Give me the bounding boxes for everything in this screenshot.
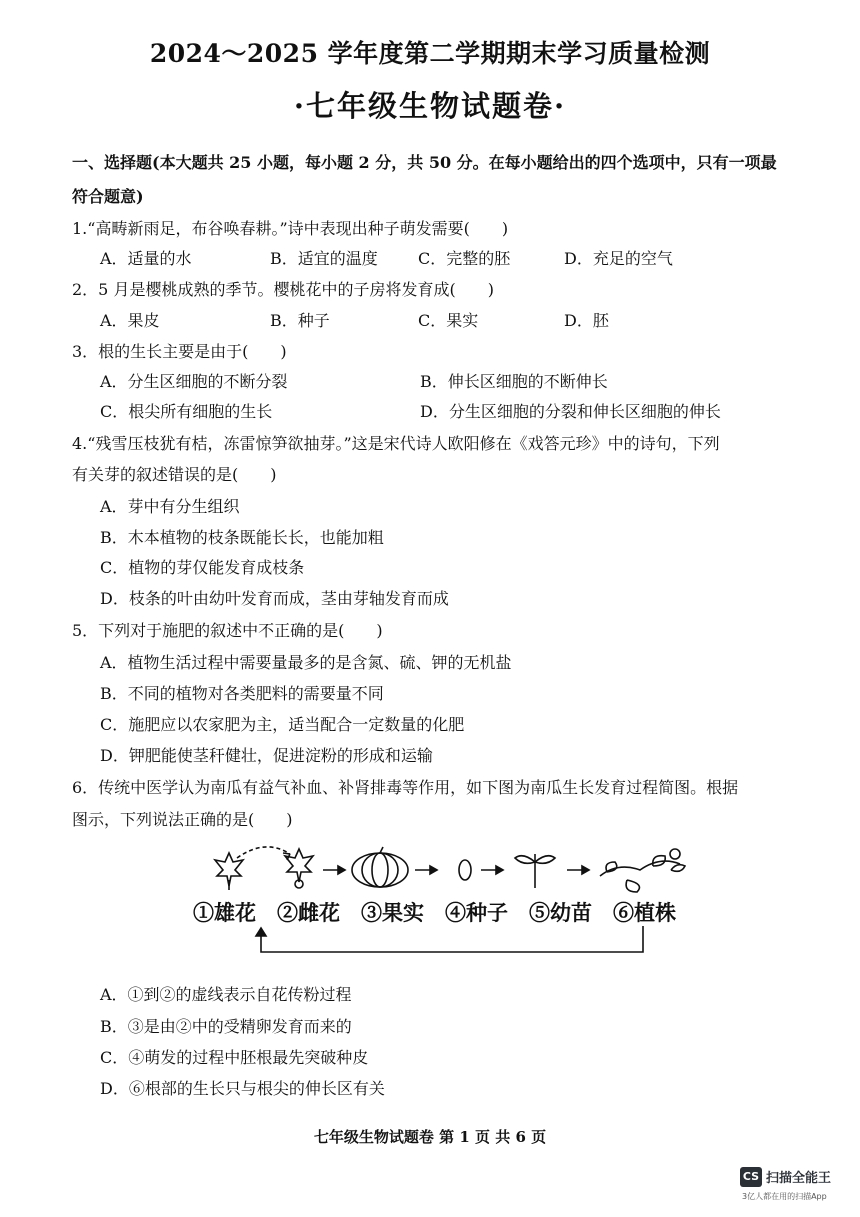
- pollination-dashed-arc: [237, 847, 290, 858]
- question-2-stem: 2．5 月是樱桃成熟的季节。樱桃花中的子房将发育成( ): [72, 280, 494, 299]
- cycle-return-arrow: [261, 926, 643, 952]
- male-flower-icon: [215, 853, 243, 890]
- seed-icon: [459, 860, 471, 880]
- figure-label-female-flower: ②雌花: [277, 900, 340, 925]
- camscanner-logo-icon: CS: [740, 1167, 762, 1187]
- question-2-option-b: B．种子: [270, 311, 330, 330]
- question-3-option-b: B．伸长区细胞的不断伸长: [420, 372, 608, 391]
- scanner-watermark: [738, 1163, 848, 1207]
- question-5-option-c: C．施肥应以农家肥为主，适当配合一定数量的化肥: [100, 715, 465, 734]
- question-1-option-a: A．适量的水: [100, 249, 192, 268]
- pumpkin-lifecycle-figure: [175, 840, 695, 960]
- question-6-stem-line1: 6．传统中医学认为南瓜有益气补血、补肾排毒等作用，如下图为南瓜生长发育过程简图。根据: [72, 778, 739, 797]
- question-1-option-c: C．完整的胚: [418, 249, 511, 268]
- question-2-option-c: C．果实: [418, 311, 479, 330]
- watermark-app-name: 扫描全能王: [766, 1171, 832, 1186]
- question-1-option-b: B．适宜的温度: [270, 249, 378, 268]
- question-5-stem: 5．下列对于施肥的叙述中不正确的是( ): [72, 621, 383, 640]
- section-intro-line1: 一、选择题(本大题共 25 小题，每小题 2 分，共 50 分。在每小题给出的四个选项中，只有一项最: [72, 153, 777, 172]
- exam-title: 2024～2025 学年度第二学期期末学习质量检测: [149, 39, 711, 68]
- plant-icon: [600, 849, 685, 892]
- question-4-option-a: A．芽中有分生组织: [100, 497, 240, 516]
- exam-subtitle: ·七年级生物试题卷·: [293, 89, 567, 123]
- figure-label-seedling: ⑤幼苗: [529, 900, 592, 925]
- question-4-option-c: C．植物的芽仅能发育成枝条: [100, 558, 305, 577]
- question-1-stem: 1.“高畴新雨足，布谷唤春耕。”诗中表现出种子萌发需要( ): [72, 219, 509, 238]
- question-6-stem-line2: 图示，下列说法正确的是( ): [72, 810, 293, 829]
- figure-label-seed: ④种子: [445, 900, 508, 925]
- seedling-icon: [515, 854, 555, 888]
- question-3-option-d: D．分生区细胞的分裂和伸长区细胞的伸长: [420, 402, 721, 421]
- question-4-option-d: D．枝条的叶由幼叶发育而成，茎由芽轴发育而成: [100, 589, 449, 608]
- question-3-option-c: C．根尖所有细胞的生长: [100, 402, 273, 421]
- section-intro-line2: 符合题意): [72, 187, 144, 206]
- question-4-option-b: B．木本植物的枝条既能长长，也能加粗: [100, 528, 384, 547]
- figure-label-fruit: ③果实: [361, 900, 424, 925]
- question-4-stem-line1: 4.“残雪压枝犹有桔，冻雷惊笋欲抽芽。”这是宋代诗人欧阳修在《戏答元珍》中的诗句，下列: [72, 434, 720, 453]
- question-3-stem: 3．根的生长主要是由于( ): [72, 342, 287, 361]
- question-4-stem-line2: 有关芽的叙述错误的是( ): [72, 465, 277, 484]
- pumpkin-icon: [352, 847, 408, 887]
- question-1-option-d: D．充足的空气: [564, 249, 673, 268]
- figure-label-plant: ⑥植株: [613, 900, 676, 925]
- question-5-option-a: A．植物生活过程中需要量最多的是含氮、硫、钾的无机盐: [100, 653, 512, 672]
- page-footer: 七年级生物试题卷 第 1 页 共 6 页: [313, 1128, 547, 1146]
- question-6-option-b: B．③是由②中的受精卵发育而来的: [100, 1017, 352, 1036]
- question-6-option-c: C．④萌发的过程中胚根最先突破种皮: [100, 1048, 369, 1067]
- question-3-option-a: A．分生区细胞的不断分裂: [100, 372, 288, 391]
- question-2-option-a: A．果皮: [100, 311, 160, 330]
- question-2-option-d: D．胚: [564, 311, 609, 330]
- watermark-tagline: 3亿人都在用的扫描App: [742, 1192, 827, 1201]
- question-6-option-d: D．⑥根部的生长只与根尖的伸长区有关: [100, 1079, 385, 1098]
- figure-label-male-flower: ①雄花: [193, 900, 256, 925]
- question-5-option-d: D．钾肥能使茎秆健壮，促进淀粉的形成和运输: [100, 746, 433, 765]
- question-6-option-a: A．①到②的虚线表示自花传粉过程: [100, 985, 352, 1004]
- question-5-option-b: B．不同的植物对各类肥料的需要量不同: [100, 684, 384, 703]
